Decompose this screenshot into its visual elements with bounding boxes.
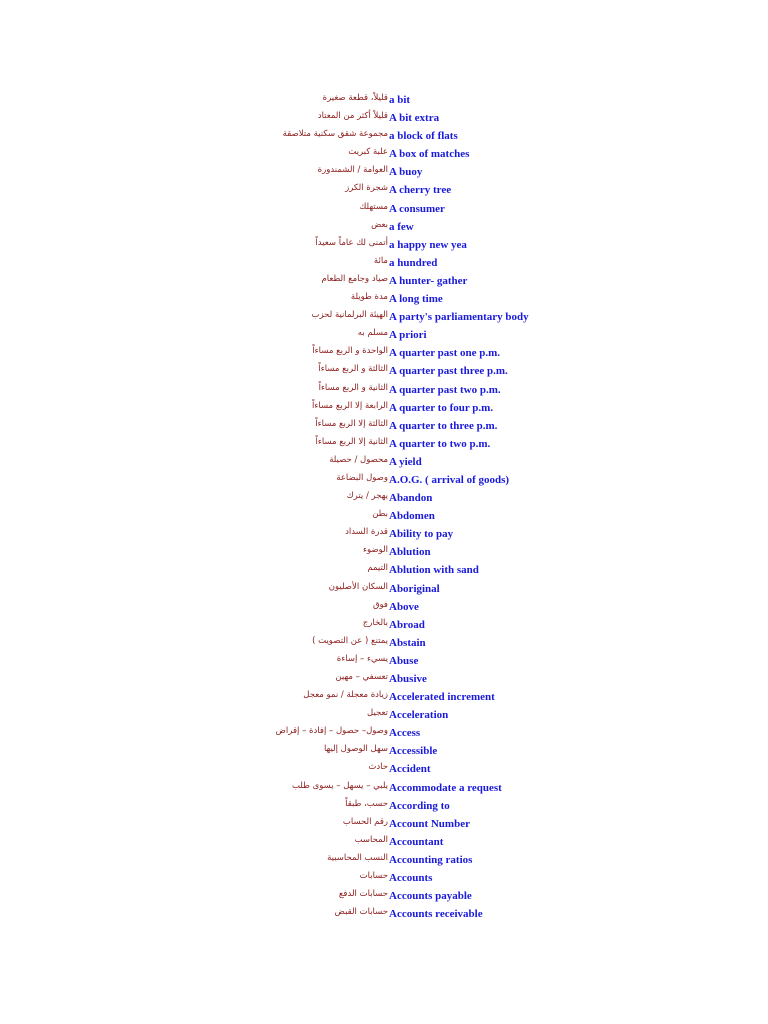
arabic-translation: أتمنى لك عاماً سعيداً [315,237,388,248]
english-term: Abdomen [389,510,435,523]
arabic-translation: مسلم به [357,328,388,339]
english-term: A box of matches [389,148,470,161]
glossary-entry [0,797,768,815]
glossary-entry [0,362,768,380]
english-term: Accident [389,763,431,776]
arabic-translation: فوق [372,599,388,610]
english-term: Above [389,600,419,613]
arabic-translation: المحاسب [354,834,388,845]
arabic-translation: تعسفي – مهين [335,672,388,682]
glossary-entry [0,344,768,362]
glossary-entry [0,779,768,797]
glossary-entry [0,616,768,634]
english-term: a bit [389,94,411,106]
glossary-entry [0,905,768,923]
glossary-entry [0,399,768,417]
glossary-entry [0,236,768,254]
arabic-translation: السكان الأصليون [328,581,388,592]
glossary-entry [0,887,768,905]
english-term: Accelerated increment [389,691,495,704]
english-term: A yield [389,455,422,468]
arabic-translation: حادث [368,762,388,773]
arabic-translation: حسابات القبض [334,907,388,918]
english-term: A party's parliamentary body [389,311,529,324]
english-term: Abuse [389,654,419,667]
english-term: Abusive [389,673,427,685]
glossary-entry [0,815,768,833]
arabic-translation: محصول / حصيلة [329,454,388,465]
english-term: A long time [389,293,443,306]
english-term: Abroad [389,618,425,631]
arabic-translation: يهجر / يترك [346,491,388,502]
arabic-translation: بطن [372,509,388,520]
glossary-entry [0,91,768,109]
glossary-entry [0,580,768,598]
arabic-translation: الثالثة إلا الربع مساءاً [315,418,388,429]
arabic-translation: الوضوء [363,545,388,556]
arabic-translation: الرابعة إلا الربع مساءاً [312,400,388,411]
arabic-translation: وصول– حصول – إفادة – إقراض [275,726,388,737]
english-term: A quarter past one p.m. [389,347,501,360]
glossary-entry [0,218,768,236]
english-term: Account Number [389,817,470,830]
glossary-entry [0,652,768,670]
english-term: Ablution with sand [389,564,479,577]
glossary-entry [0,760,768,778]
arabic-translation: قليلاً، قطعة صغيرة [322,93,388,103]
arabic-translation: يمتنع ( عن التصويت ) [312,635,388,646]
arabic-translation: الثانية إلا الربع مساءاً [315,436,388,447]
arabic-translation: بعض [371,219,388,230]
glossary-entry [0,181,768,199]
glossary-entry [0,561,768,579]
arabic-translation: بالخارج [362,617,388,628]
glossary-list [0,91,768,923]
glossary-entry [0,308,768,326]
glossary-entry [0,869,768,887]
glossary-entry [0,742,768,760]
english-term: a block of flats [389,130,458,143]
english-term: a hundred [389,256,438,269]
english-term: A quarter to three p.m. [389,419,498,432]
glossary-entry [0,272,768,290]
glossary-entry [0,724,768,742]
english-term: Aboriginal [389,582,440,595]
glossary-entry [0,851,768,869]
arabic-translation: تعجيل [367,708,388,719]
glossary-entry [0,200,768,218]
arabic-translation: يلبي – يسهل – يسوى طلب [291,780,388,791]
glossary-entry [0,381,768,399]
arabic-translation: الهيئة البرلمانية لحزب [311,310,388,321]
english-term: A quarter past three p.m. [389,365,508,378]
glossary-entry [0,163,768,181]
arabic-translation: مائة [373,255,388,266]
english-term: A quarter to two p.m. [389,437,491,450]
english-term: Ability to pay [389,528,454,541]
arabic-translation: الثانية و الربع مساءاً [318,382,388,393]
arabic-translation: العوامة / الشمندورة [317,165,388,176]
arabic-translation: شجرة الكرز [345,183,388,194]
english-term: According to [389,799,450,812]
arabic-translation: الواحدة و الربع مساءاً [312,346,388,357]
glossary-entry [0,688,768,706]
arabic-translation: رقم الحساب [342,816,388,827]
glossary-entry [0,670,768,688]
glossary-entry [0,634,768,652]
english-term: Acceleration [389,709,449,722]
english-term: Accountant [389,835,444,848]
arabic-translation: مجموعة شقق سكنية متلاصقة [282,129,388,140]
arabic-translation: صياد وجامع الطعام [321,273,388,284]
arabic-translation: قليلاً أكثر من المعتاد [317,111,388,122]
glossary-entry [0,254,768,272]
english-term: Accounting ratios [389,853,473,866]
arabic-translation: التيمم [367,563,388,574]
glossary-entry [0,525,768,543]
english-term: a happy new yea [389,238,467,251]
glossary-entry [0,598,768,616]
arabic-translation: يسيء – إساءة [336,653,388,664]
glossary-entry [0,417,768,435]
glossary-entry [0,706,768,724]
english-term: Ablution [389,546,431,559]
arabic-translation: سهل الوصول إليها [323,744,388,755]
english-term: A consumer [389,202,445,215]
glossary-entry [0,833,768,851]
arabic-translation: الثالثة و الربع مساءاً [318,364,388,375]
arabic-translation: النسب المحاسبية [327,852,388,863]
english-term: A cherry tree [389,184,452,197]
glossary-entry [0,489,768,507]
arabic-translation: مدة طويلة [350,292,388,303]
glossary-entry [0,290,768,308]
arabic-translation: قدرة السداد [345,527,388,538]
glossary-entry [0,127,768,145]
english-term: A priori [389,329,427,342]
english-term: Accommodate a request [389,781,502,794]
glossary-entry [0,543,768,561]
glossary-entry [0,471,768,489]
english-term: Accounts payable [389,890,472,903]
english-term: A.O.G. ( arrival of goods) [389,473,510,486]
arabic-translation: علبة كبريت [348,147,388,158]
glossary-entry [0,109,768,127]
arabic-translation: مستهلك [359,201,388,212]
glossary-entry [0,145,768,163]
arabic-translation: زيادة معجلة / نمو معجل [303,690,388,701]
glossary-entry [0,453,768,471]
glossary-entry [0,435,768,453]
english-term: A hunter- gather [389,274,468,287]
english-term: Abstain [389,636,426,649]
english-term: A bit extra [389,112,440,125]
english-term: A quarter past two p.m. [389,383,501,396]
arabic-translation: حسب، طبقاً [345,798,388,809]
arabic-translation: وصول البضاعة [336,472,388,483]
arabic-translation: حسابات الدفع [338,889,388,900]
glossary-entry [0,507,768,525]
english-term: Access [389,727,421,740]
english-term: A buoy [389,166,423,179]
english-term: Abandon [389,492,433,505]
english-term: Accessible [389,745,438,758]
glossary-entry [0,326,768,344]
english-term: Accounts receivable [389,908,483,921]
english-term: Accounts [389,872,433,885]
english-term: a few [389,220,414,233]
arabic-translation: حسابات [359,871,388,882]
english-term: A quarter to four p.m. [389,401,494,414]
